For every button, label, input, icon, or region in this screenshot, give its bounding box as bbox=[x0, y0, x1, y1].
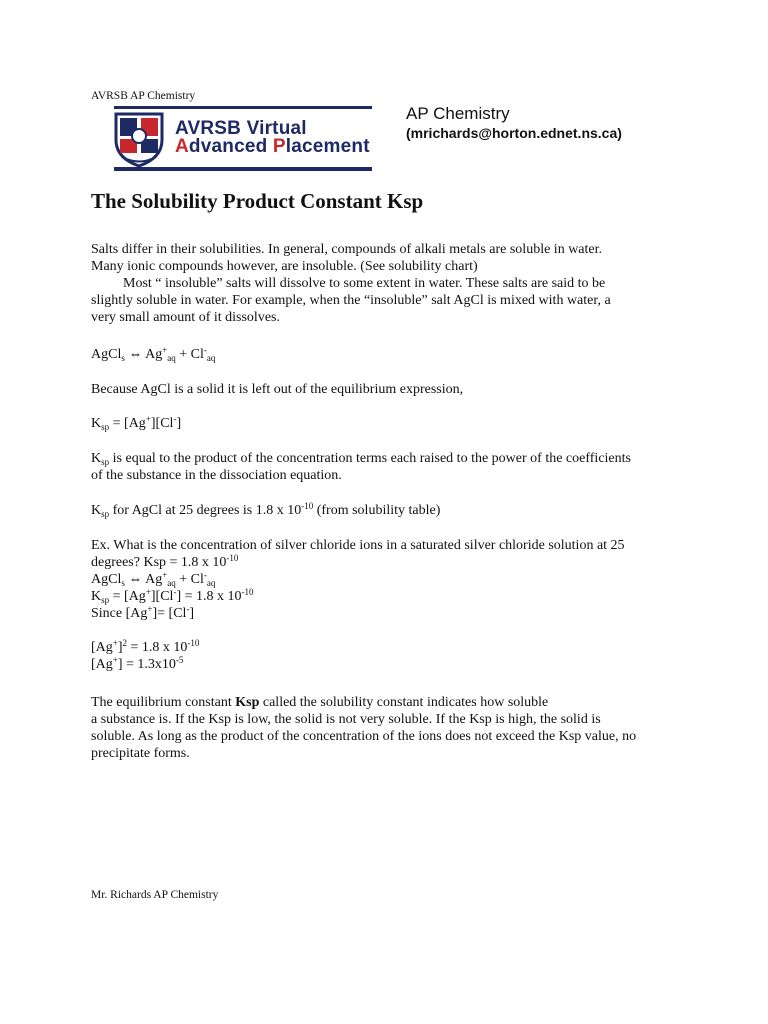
avrsb-logo bbox=[106, 104, 372, 174]
page-footer: Mr. Richards AP Chemistry bbox=[91, 889, 219, 901]
conclusion-line: a substance is. If the Ksp is low, the solid is not very soluble. If the Ksp is high, the solid is bbox=[91, 712, 601, 727]
logo-top-rule bbox=[114, 106, 372, 109]
ap-email: (mrichards@horton.ednet.ns.ca) bbox=[406, 125, 622, 141]
logo-bottom-rule bbox=[114, 167, 372, 171]
ap-title: AP Chemistry bbox=[406, 104, 510, 123]
ksp-expression: $K_{sp} = [Ag^+][Cl^-]$ bbox=[91, 414, 182, 432]
example-line: degrees? Ksp = 1.8 x $10^{-10}$ bbox=[91, 553, 239, 570]
example-result-line: $[Ag^+] = 1.3x10^{-5}$ bbox=[91, 655, 184, 672]
logo-line2: Advanced Placement bbox=[175, 136, 370, 157]
crest-icon bbox=[112, 110, 166, 168]
intro-line: Most “ insoluble” salts will dissolve to some extent in water. These salts are said to be bbox=[123, 276, 606, 291]
intro-line: Many ionic compounds however, are insoluble. (See solubility chart) bbox=[91, 259, 478, 274]
example-square-line: $[Ag^+]^2 = 1.8$ x $10^{-10}$ bbox=[91, 638, 200, 655]
intro-line: very small amount of it dissolves. bbox=[91, 310, 280, 325]
example-since-line: Since [Ag+]= [Cl-] bbox=[91, 604, 195, 621]
example-block bbox=[91, 537, 691, 673]
conclusion-line: precipitate forms. bbox=[91, 746, 190, 761]
spacer bbox=[91, 622, 691, 639]
logo-line1: AVRSB Virtual bbox=[175, 118, 307, 139]
ksp-definition-line: $K_{sp}$ is equal to the product of the concentration terms each raised to the power of the coefficients bbox=[91, 451, 631, 467]
intro-paragraph bbox=[91, 241, 691, 326]
conclusion-line: The equilibrium constant Ksp called the solubility constant indicates how soluble bbox=[91, 695, 549, 710]
because-text: Because AgCl is a solid it is left out of the equilibrium expression, bbox=[91, 382, 464, 397]
example-line: Ex. What is the concentration of silver chloride ions in a saturated silver chloride solution at 25 bbox=[91, 538, 625, 553]
course-label: AVRSB AP Chemistry bbox=[91, 90, 196, 102]
intro-line: Salts differ in their solubilities. In general, compounds of alkali metals are soluble in water. bbox=[91, 242, 603, 257]
example-equation: AgCl$_s$ ⇔ $Ag^+_{aq} + Cl^-_{aq}$ bbox=[91, 570, 216, 588]
conclusion-line: soluble. As long as the product of the concentration of the ions does not exceed the Ksp value, no bbox=[91, 729, 637, 744]
example-ksp-line: $K_{sp} = [Ag^+][Cl^-] = 1.8$ x $10^{-10}$ bbox=[91, 587, 254, 605]
intro-line: slightly soluble in water. For example, when the “insoluble” salt AgCl is mixed with water, a bbox=[91, 293, 611, 308]
dissociation-equation: AgCl$_s$ ⇔ $Ag^+_{aq} + Cl^-_{aq}$ bbox=[91, 345, 216, 363]
ksp-agcl-value: $K_{sp}$ for AgCl at 25 degrees is 1.8 x $10^{-10}$ (from solubility table) bbox=[91, 501, 441, 519]
conclusion-paragraph bbox=[91, 694, 691, 762]
page-title: The Solubility Product Constant Ksp bbox=[91, 189, 424, 213]
ksp-definition-line: of the substance in the dissociation equation. bbox=[91, 468, 342, 483]
ksp-definition bbox=[91, 450, 691, 484]
